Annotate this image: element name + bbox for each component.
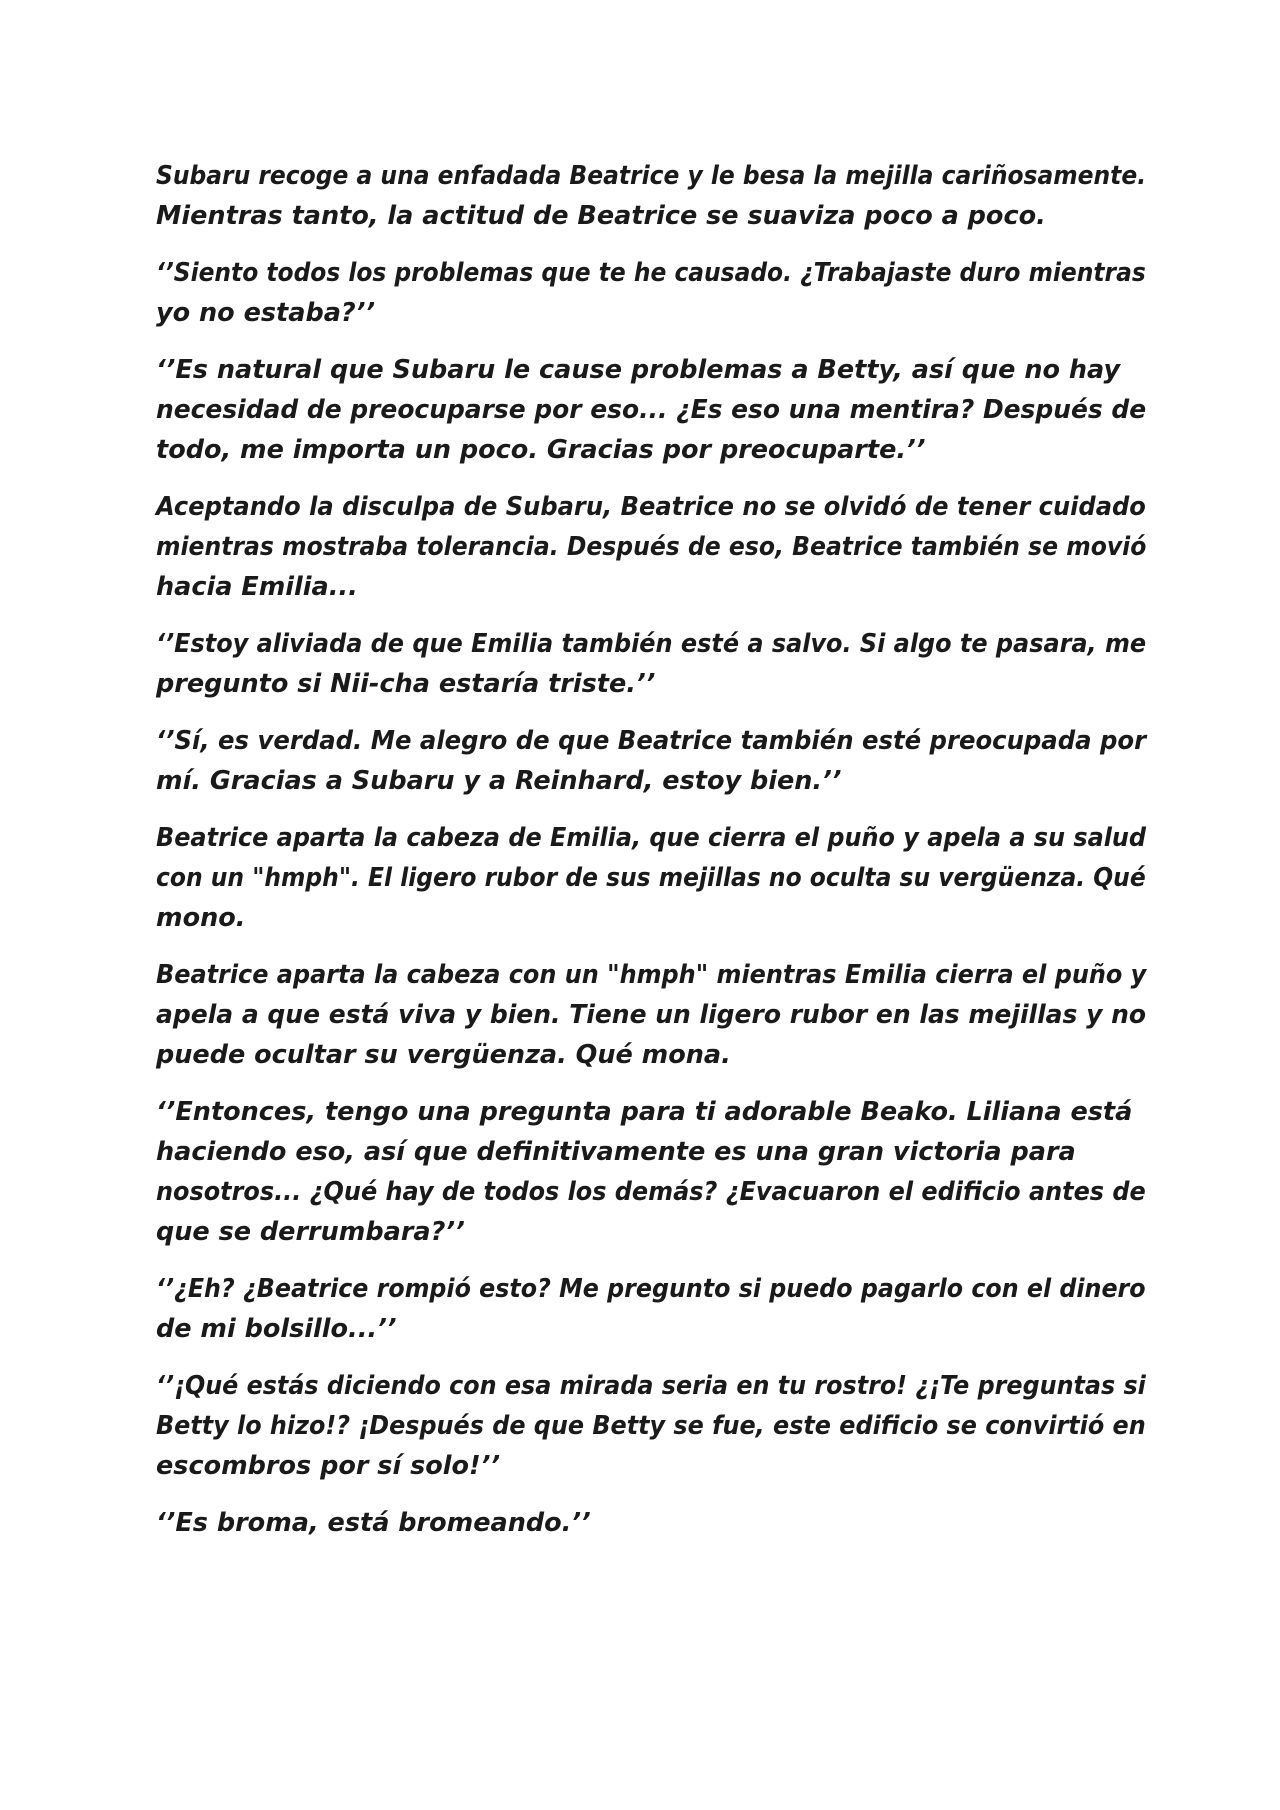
text-line: Betty lo hizo!? ¡Después de que Betty se fue, este edificio se convirtió en	[156, 1411, 1146, 1441]
paragraph	[156, 1269, 1146, 1349]
text-line: mientras mostraba tolerancia. Después de eso, Beatrice también se movió	[156, 532, 1147, 562]
text-line: Beatrice aparta la cabeza con un "hmph" mientras Emilia cierra el puño y	[156, 960, 1147, 990]
text-line: Mientras tanto, la actitud de Beatrice se suaviza poco a poco.	[156, 201, 1046, 231]
text-line: con un "hmph". El ligero rubor de sus mejillas no oculta su vergüenza. Qué	[156, 863, 1146, 893]
text-line: yo no estaba?’’	[156, 298, 376, 328]
paragraph	[156, 350, 1146, 470]
text-line: ‘’Siento todos los problemas que te he causado. ¿Trabajaste duro mientras	[156, 258, 1146, 288]
paragraph	[156, 818, 1146, 938]
text-line: ‘’Sí, es verdad. Me alegro de que Beatrice también esté preocupada por	[156, 726, 1147, 756]
text-line: ‘’Entonces, tengo una pregunta para ti adorable Beako. Liliana está	[156, 1097, 1133, 1127]
paragraph	[156, 253, 1146, 333]
text-line: apela a que está viva y bien. Tiene un ligero rubor en las mejillas y no	[156, 1000, 1147, 1030]
text-line: ‘’¡Qué estás diciendo con esa mirada seria en tu rostro! ¿¡Te preguntas si	[156, 1371, 1146, 1401]
text-line: Aceptando la disculpa de Subaru, Beatrice no se olvidó de tener cuidado	[156, 492, 1146, 522]
paragraph	[156, 156, 1146, 236]
text-line: Subaru recoge a una enfadada Beatrice y le besa la mejilla cariñosamente.	[156, 161, 1147, 191]
text-line: hacia Emilia...	[156, 572, 358, 602]
paragraph	[156, 721, 1146, 801]
paragraph	[156, 1503, 1146, 1543]
text-line: Beatrice aparta la cabeza de Emilia, que cierra el puño y apela a su salud	[156, 823, 1147, 853]
text-line: de mi bolsillo...’’	[156, 1314, 397, 1344]
text-line: mí. Gracias a Subaru y a Reinhard, estoy bien.’’	[156, 766, 842, 796]
paragraph	[156, 487, 1146, 607]
text-line: mono.	[156, 903, 246, 933]
text-line: ‘’¿Eh? ¿Beatrice rompió esto? Me pregunto si puedo pagarlo con el dinero	[156, 1274, 1146, 1304]
text-line: todo, me importa un poco. Gracias por preocuparte.’’	[156, 435, 926, 465]
text-line: necesidad de preocuparse por eso... ¿Es eso una mentira? Después de	[156, 395, 1147, 425]
text-line: nosotros... ¿Qué hay de todos los demás? ¿Evacuaron el edificio antes de	[156, 1177, 1146, 1207]
paragraph	[156, 1092, 1146, 1252]
paragraph	[156, 1366, 1146, 1486]
text-line: ‘’Es natural que Subaru le cause problemas a Betty, así que no hay	[156, 355, 1121, 385]
body-text	[156, 156, 1146, 1560]
text-line: que se derrumbara?’’	[156, 1217, 465, 1247]
paragraph	[156, 955, 1146, 1075]
text-line: puede ocultar su vergüenza. Qué mona.	[156, 1040, 731, 1070]
text-line: pregunto si Nii-cha estaría triste.’’	[156, 669, 656, 699]
text-line: ‘’Es broma, está bromeando.’’	[156, 1508, 591, 1538]
paragraph	[156, 624, 1146, 704]
text-line: haciendo eso, así que definitivamente es una gran victoria para	[156, 1137, 1076, 1167]
text-line: ‘’Estoy aliviada de que Emilia también esté a salvo. Si algo te pasara, me	[156, 629, 1147, 659]
text-line: escombros por sí solo!’’	[156, 1451, 501, 1481]
